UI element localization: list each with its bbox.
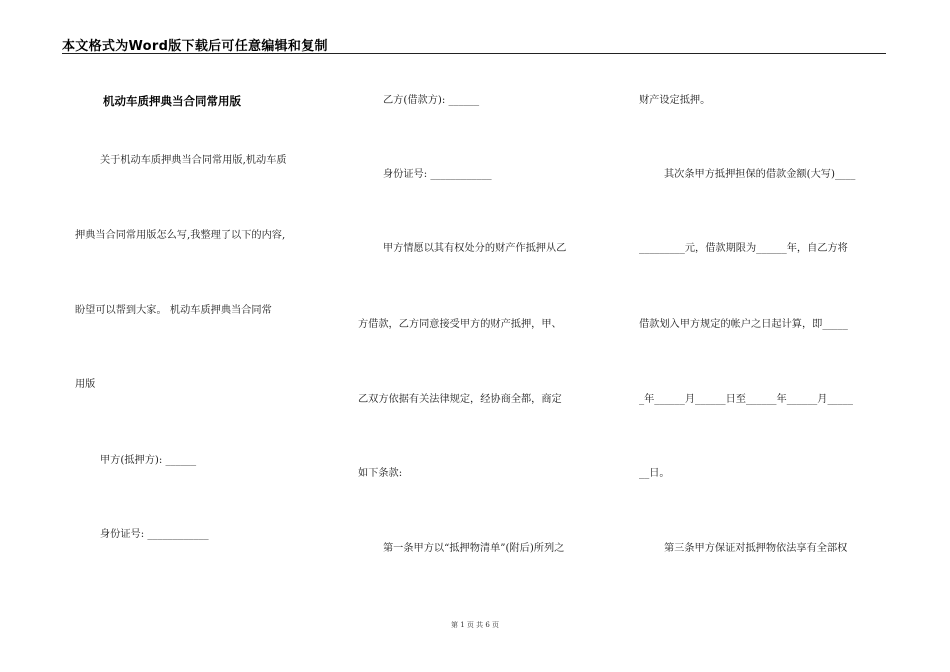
text-column-2 (358, 0, 608, 672)
page-number: 第 1 页 共 6 页 (450, 621, 500, 629)
paragraph-line: 押典当合同常用版怎么写,我整理了以下的内容, (75, 230, 286, 241)
paragraph-line: 借款划入甲方规定的帐户之日起计算，即_____ (639, 319, 848, 330)
header-text: 本文格式为Word版下载后可任意编辑和复制 (62, 39, 328, 54)
clause-1-line: 第一条甲方以“抵押物清单”(附后)所列之 (383, 543, 565, 554)
paragraph-line: 方借款，乙方同意接受甲方的财产抵押，甲、 (358, 319, 562, 330)
party-a-line: 甲方(抵押方): ______ (100, 455, 197, 466)
party-a-id-line: 身份证号: ____________ (100, 529, 209, 540)
paragraph-line: 如下条款: (358, 468, 403, 479)
paragraph-line: 关于机动车质押典当合同常用版,机动车质 (100, 155, 287, 166)
paragraph-line: 乙双方依据有关法律规定，经协商全都，商定 (358, 394, 562, 405)
document-title: 机动车质押典当合同常用版 (103, 94, 241, 108)
clause-2-line: 其次条甲方抵押担保的借款金额(大写)____ (664, 169, 856, 180)
paragraph-line: _________元，借款期限为______年，自乙方将 (639, 243, 848, 254)
party-b-id-line: 身份证号: ____________ (383, 169, 492, 180)
text-column-1 (75, 0, 325, 672)
paragraph-line: 甲方情愿以其有权处分的财产作抵押从乙 (383, 243, 567, 254)
paragraph-line: 盼望可以帮到大家。 机动车质押典当合同常 (75, 305, 272, 316)
paragraph-line: 用版 (75, 379, 96, 390)
paragraph-line: 财产设定抵押。 (639, 95, 711, 106)
paragraph-line: __日。 (639, 468, 670, 479)
clause-3-line: 第三条甲方保证对抵押物依法享有全部权 (664, 543, 848, 554)
paragraph-line: _年______月______日至______年______月_____ (639, 394, 853, 405)
party-b-line: 乙方(借款方): ______ (383, 95, 480, 106)
text-column-3 (639, 0, 889, 672)
